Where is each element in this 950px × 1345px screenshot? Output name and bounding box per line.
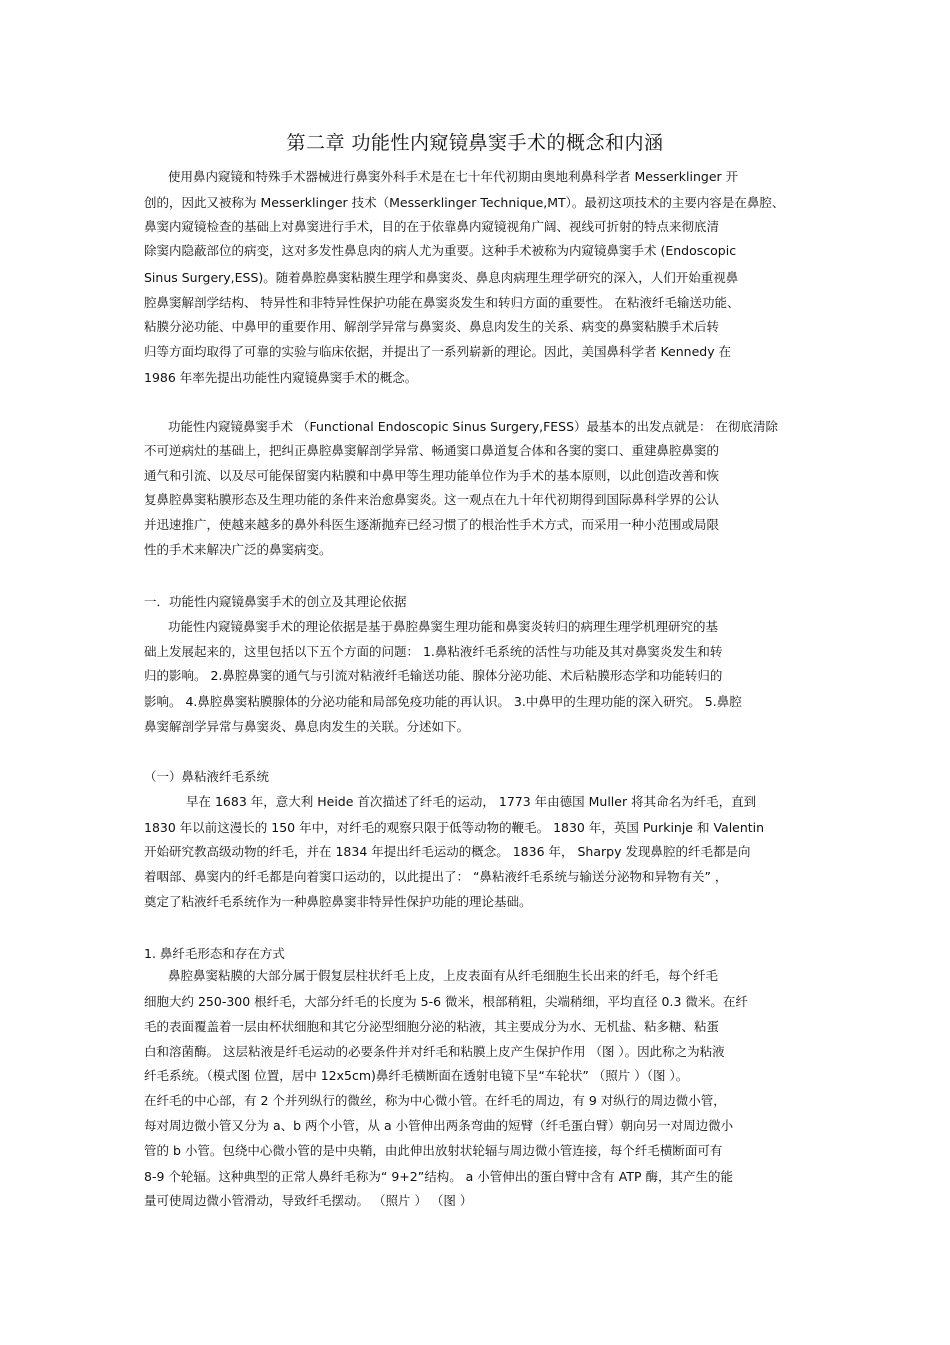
text-line: 通气和引流、以及尽可能保留窦内粘膜和中鼻甲等生理功能单位作为手术的基本原则，以此创造改善和恢 [144,468,720,483]
text-line: 础上发展起来的，这里包括以下五个方面的问题： 1.鼻粘液纤毛系统的活性与功能及其对鼻窦炎发生和转 [144,644,723,659]
text-line: 性的手术来解决广泛的鼻窦病变。 [144,542,332,557]
text-line: 功能性内窥镜鼻窦手术的理论依据是基于鼻腔鼻窦生理功能和鼻窦炎转归的病理生理学机理研究的基 [168,619,719,634]
text-line: 复鼻腔鼻窦粘膜形态及生理功能的条件来治愈鼻窦炎。这一观点在九十年代初期得到国际鼻科学界的公认 [144,492,720,507]
text-line: 创的，因此又被称为 Messerklinger 技术（Messerklinger Technique,MT）。最初这项技术的主要内容是在鼻腔、 [144,195,785,210]
text-line: 1986 年率先提出功能性内窥镜鼻窦手术的概念。 [144,370,418,385]
text-line: 鼻窦内窥镜检查的基础上对鼻窦进行手术，目的在于依靠鼻内窥镜视角广阔、视线可折射的特点来彻底清 [144,219,720,234]
text-line: 量可使周边微小管滑动，导致纤毛摆动。 （照片 ） （图 ） [144,1193,473,1208]
text-line: 腔鼻窦解剖学结构、 特异性和非特异性保护功能在鼻窦炎发生和转归方面的重要性。 在粘液纤毛输送功能、 [144,295,740,310]
subsection-heading: 1. 鼻纤毛形态和存在方式 [144,946,285,961]
text-line: 功能性内窥镜鼻窦手术 （Functional Endoscopic Sinus Surgery,FESS）最基本的出发点就是： 在彻底清除 [168,419,779,434]
text-line: 8-9 个轮辐。这种典型的正常人鼻纤毛称为“ 9+2”结构。 a 小管伸出的蛋白臂中含有 ATP 酶，其产生的能 [144,1169,734,1184]
text-line: 每对周边微小管又分为 a、b 两个小管，从 a 小管伸出两条弯曲的短臂（纤毛蛋白臂）朝向另一对周边微小 [144,1118,734,1133]
text-line: 细胞大约 250-300 根纤毛，大部分纤毛的长度为 5-6 微米，根部稍粗，尖端稍细，平均直径 0.3 微米。在纤 [144,994,748,1009]
text-line: 鼻腔鼻窦粘膜的大部分属于假复层柱状纤毛上皮，上皮表面有从纤毛细胞生长出来的纤毛，每个纤毛 [168,968,719,983]
text-line: 归等方面均取得了可靠的实验与临床依据，并提出了一系列崭新的理论。因此，美国鼻科学者 Kennedy 在 [144,344,732,359]
text-line: 影响。 4.鼻腔鼻窦粘膜腺体的分泌功能和局部免疫功能的再认识。 3.中鼻甲的生理功能的深入研究。 5.鼻腔 [144,694,742,709]
text-line: 并迅速推广，使越来越多的鼻外科医生逐渐抛弃已经习惯了的根治性手术方式，而采用一种小范围或局限 [144,517,720,532]
text-line: 纤毛系统。（模式图 位置，居中 12x5cm)鼻纤毛横断面在透射电镜下呈“车轮状” （照片 ）（图 ）。 [144,1068,689,1083]
text-line: 鼻窦解剖学异常与鼻窦炎、鼻息肉发生的关联。分述如下。 [144,719,470,734]
text-line: Sinus Surgery,ESS)。随着鼻腔鼻窦粘膜生理学和鼻窦炎、鼻息肉病理生理学研究的深入，人们开始重视鼻 [144,270,739,285]
text-line: 毛的表面覆盖着一层由杯状细胞和其它分泌型细胞分泌的粘液，其主要成分为水、无机盐、粘多糖、粘蛋 [144,1019,720,1034]
text-line: 粘膜分泌功能、中鼻甲的重要作用、解剖学异常与鼻窦炎、鼻息肉发生的关系、病变的鼻窦粘膜手术后转 [144,319,720,334]
text-line: 奠定了粘液纤毛系统作为一种鼻腔鼻窦非特异性保护功能的理论基础。 [144,894,532,909]
text-line: 使用鼻内窥镜和特殊手术器械进行鼻窦外科手术是在七十年代初期由奥地利鼻科学者 Messerklinger 开 [168,169,739,184]
text-line: 在纤毛的中心部，有 2 个并列纵行的微丝，称为中心微小管。在纤毛的周边，有 9 对纵行的周边微小管， [144,1093,726,1108]
text-line: 1830 年以前这漫长的 150 年中，对纤毛的观察只限于低等动物的鞭毛。 1830 年，英国 Purkinje 和 Valentin [144,820,765,835]
text-line: 开始研究教高级动物的纤毛，并在 1834 年提出纤毛运动的概念。 1836 年， Sharpy 发现鼻腔的纤毛都是向 [144,844,751,859]
subsection-heading: （一）鼻粘液纤毛系统 [144,769,270,784]
text-line: 着咽部、鼻窦内的纤毛都是向着窦口运动的，以此提出了： “鼻粘液纤毛系统与输送分泌物和异物有关” ， [144,869,728,884]
text-line: 归的影响。 2.鼻腔鼻窦的通气与引流对粘液纤毛输送功能、腺体分泌功能、术后粘膜形态学和功能转归的 [144,668,723,683]
chapter-title: 第二章 功能性内窥镜鼻窦手术的概念和内涵 [286,132,664,154]
text-line: 白和溶菌酶。 这层粘液是纤毛运动的必要条件并对纤毛和粘膜上皮产生保护作用 （图 ）。因此称之为粘液 [144,1044,725,1059]
text-line: 除窦内隐蔽部位的病变，这对多发性鼻息肉的病人尤为重要。这种手术被称为内窥镜鼻窦手术 (Endoscopic [144,243,737,258]
text-line: 早在 1683 年，意大利 Heide 首次描述了纤毛的运动， 1773 年由德国 Muller 将其命名为纤毛，直到 [186,794,757,809]
section-heading: 一．功能性内窥镜鼻窦手术的创立及其理论依据 [144,594,407,609]
text-line: 管的 b 小管。包绕中心微小管的是中央鞘，由此伸出放射状轮辐与周边微小管连接，每个纤毛横断面可有 [144,1143,723,1158]
text-line: 不可逆病灶的基础上，把纠正鼻腔鼻窦解剖学异常、畅通窦口鼻道复合体和各窦的窦口、重建鼻腔鼻窦的 [144,443,720,458]
